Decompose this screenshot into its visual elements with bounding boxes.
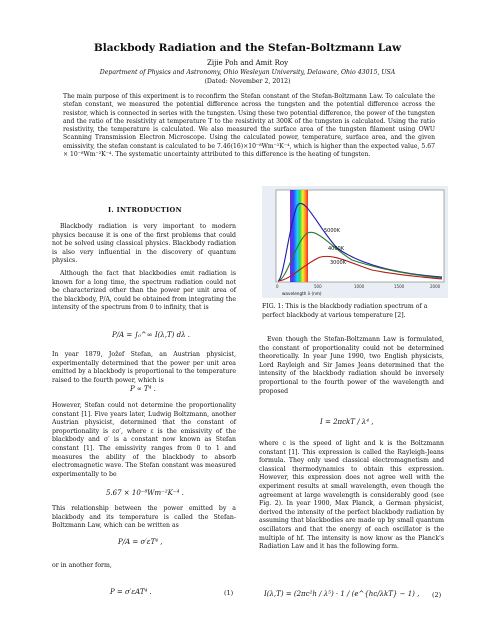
right-paragraph-2: where c is the speed of light and k is the Boltzmann constant [1]. This expression is called the Rayleigh-Jeans formula. They only used classical electromagnetism and classical thermodynamics to obtain this expression. However, this expression does not agree well with the experiment results at small wavelength, even though the agreement at large wavelength is considerably good (see Fig. 2). In year 1900, Max Planck, a German physicist, derived the intensity of the perfect blackbody radiation by assuming that blackbodies are made up by small quantum oscillators and that the energy of each oscillator is the multiple of hf. The intensity is now know as the Planck's Radiation Law and it has the following form. [259, 440, 444, 551]
equation-constant: 5.67 × 10⁻⁸Wm⁻²K⁻⁴ . [106, 489, 184, 497]
date-line: (Dated: November 2, 2012) [204, 78, 291, 85]
tick-label-1000: 1000 [354, 284, 365, 289]
equation-2: I(λ,T) = (2πc²h / λ⁵) · 1 / (e^{hc/λkT} − 1) , [264, 590, 420, 598]
x-axis-label: wavelength λ (nm) [282, 291, 322, 296]
right-paragraph-1: Even though the Stefan-Boltzmann Law is formulated, the constant of proportionality could not be determined theoretically. In year June 1990, two English physicists, Lord Rayleigh and Sir James Jeans determined that the intensity of the blackbody radiation should be inversely proportional to the fourth power of the wavelength and proposed [259, 336, 444, 395]
affiliation: Department of Physics and Astronomy, Ohio Wesleyan University, Delaware, Ohio 43015, USA [99, 69, 396, 76]
equation-2-number: (2) [432, 591, 442, 599]
curve-label-5000k: 5000K [324, 228, 341, 234]
equation-1: P = σ′εAT⁴ . [110, 588, 152, 596]
curve-label-3000k: 3000K [330, 260, 347, 266]
section-heading: I. INTRODUCTION [108, 206, 182, 214]
equation-integral: P/A = ∫₀^∞ I(λ,T) dλ . [112, 331, 190, 339]
authors: Zijie Poh and Amit Roy [206, 59, 289, 67]
left-paragraph-3: In year 1879, Jožef Stefan, an Austrian physicist, experimentally determined that the power per unit area emitted by a blackbody is proportional to the temperature raised to the fourth power, which is [52, 351, 236, 384]
paper-title: Blackbody Radiation and the Stefan-Boltzmann Law [93, 42, 402, 54]
equation-proportional: P ∝ T⁴ . [130, 385, 156, 393]
figure-caption: FIG. 1: This is the blackbody radiation spectrum of a perfect blackbody at various temperature [2]. [262, 303, 428, 319]
left-paragraph-5: This relationship between the power emitted by a blackbody and its temperature is called the Stefan-Boltzmann Law, which can be written as [52, 505, 236, 530]
curve-label-4000k: 4000K [328, 246, 345, 252]
equation-1-number: (1) [224, 589, 234, 597]
equation-rayleigh-jeans: I = 2πckT / λ⁴ , [320, 418, 374, 426]
equation-law: P/A = σ′εT⁴ , [118, 538, 163, 546]
left-paragraph-1: Blackbody radiation is very important to modern physics because it is one of the first problems that could not be solved using classical physics. Blackbody radiation is also very influential in the discovery of quantum physics. [52, 223, 236, 265]
left-paragraph-6: or in another form, [52, 562, 112, 569]
blackbody-spectrum-figure [262, 186, 448, 298]
abstract: The main purpose of this experiment is to reconfirm the Stefan constant of the Stefan-Boltzmann Law. To calculate the stefan constant, we measured the potential difference across the tungsten and the potential difference across the resistor, which is connected in series with the tungsten. Using these two potential difference, the power of the tungsten and the ratio of the resistivity at temperature T to the resistivity at 300K of the tungsten is calculated. Using the ratio resistivity, the temperature is calculated. We also measured the surface area of the tungsten filament using OWU Scanning Transmission Electron Microscope. Using the calculated power, temperature, surface area, and the given emissivity, the stefan constant is calculated to be 7.46(16)×10⁻⁸Wm⁻²K⁻⁴, which is higher than the expected value, 5.67 × 10⁻⁸Wm⁻²K⁻⁴. The systematic uncertainty attributed to this difference is the heating of tungsten. [63, 93, 435, 159]
left-paragraph-4: However, Stefan could not determine the proportionality constant [1]. Five years later, Ludwig Boltzmann, another Austrian physicist, determined that the constant of proportionality is εσ′, where ε is the emissivity of the blackbody and σ′ is a constant now known as Stefan constant [1]. The emissivity ranges from 0 to 1 and measures the ability of the blackbody to absorb electromagnetic wave. The Stefan constant was measured experimentally to be [52, 402, 236, 478]
tick-label-500: 500 [314, 284, 322, 289]
tick-label-1500: 1500 [394, 284, 405, 289]
tick-label-0: 0 [276, 284, 279, 289]
left-paragraph-2: Although the fact that blackbodies emit radiation is known for a long time, the spectrum radiation could not be characterized other than the power per unit area of the blackbody, P/A, could be obtained from integrating the intensity of the spectrum from 0 to infinity, that is [52, 270, 236, 312]
tick-label-2000: 2000 [430, 284, 441, 289]
